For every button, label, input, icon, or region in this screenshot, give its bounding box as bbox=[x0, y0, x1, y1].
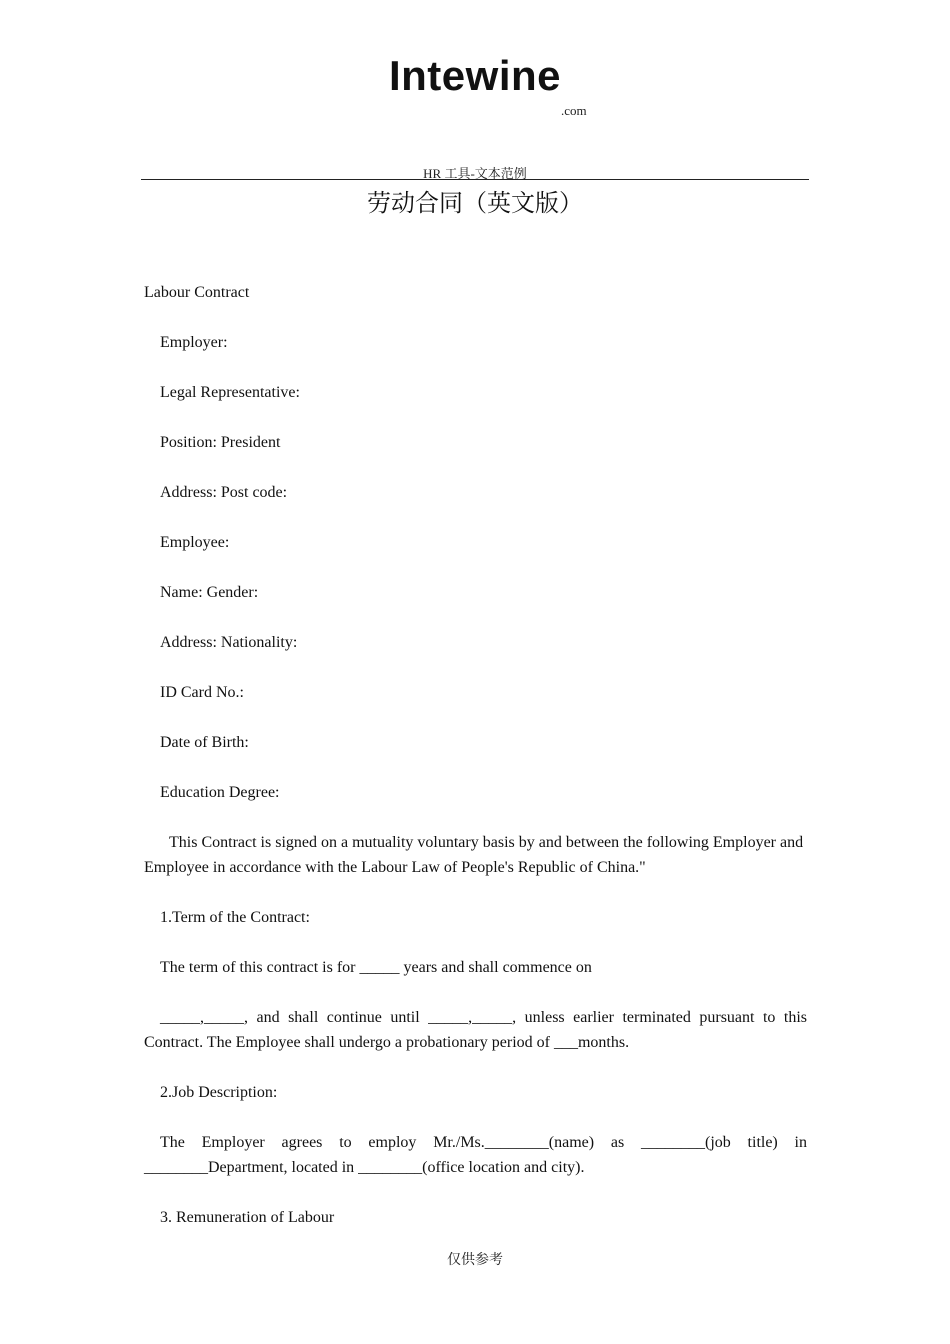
section-2-title: 2.Job Description: bbox=[160, 1084, 278, 1101]
section-1-paragraph-2: _____,_____, and shall continue until _____,_____, unless earlier terminated pursuant to this Contract. The Employee shall undergo a probationary period of ___months. bbox=[144, 1009, 807, 1051]
field-address-post-code: Address: Post code: bbox=[160, 484, 288, 501]
intro-paragraph: This Contract is signed on a mutuality voluntary basis by and between the following Employer and Employee in accordance with the Labour Law of People's Republic of China." bbox=[144, 834, 804, 876]
section-1-paragraph-1: The term of this contract is for _____ years and shall commence on bbox=[160, 959, 592, 976]
field-date-of-birth: Date of Birth: bbox=[160, 734, 249, 751]
field-employer: Employer: bbox=[160, 334, 228, 351]
header-label: HR 工具-文本范例 bbox=[423, 166, 527, 181]
header-divider bbox=[141, 179, 809, 180]
field-legal-representative: Legal Representative: bbox=[160, 384, 300, 401]
section-3-title: 3. Remuneration of Labour bbox=[160, 1209, 335, 1226]
section-1-title: 1.Term of the Contract: bbox=[160, 909, 310, 926]
section-2-paragraph-1: The Employer agrees to employ Mr./Ms.________(name) as ________(job title) in ________Department, located in ________(office location and city). bbox=[144, 1134, 807, 1176]
contract-body bbox=[144, 280, 807, 1255]
contract-heading: Labour Contract bbox=[144, 284, 250, 301]
field-name-gender: Name: Gender: bbox=[160, 584, 259, 601]
field-address-nationality: Address: Nationality: bbox=[160, 634, 298, 651]
brand-logo: Intewine bbox=[388, 52, 562, 99]
field-id-card: ID Card No.: bbox=[160, 684, 244, 701]
brand-logo-suffix: .com bbox=[561, 103, 587, 118]
document-title: 劳动合同（英文版） bbox=[367, 191, 583, 217]
field-education-degree: Education Degree: bbox=[160, 784, 280, 801]
field-position: Position: President bbox=[160, 434, 281, 451]
field-employee: Employee: bbox=[160, 534, 230, 551]
footer-note: 仅供参考 bbox=[447, 1253, 503, 1268]
